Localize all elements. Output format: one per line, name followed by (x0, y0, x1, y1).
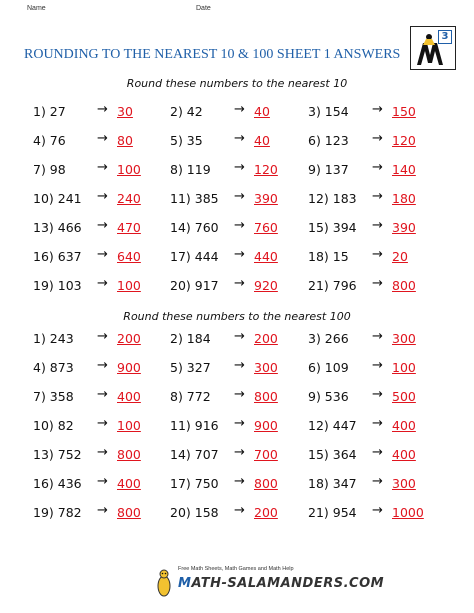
problem-question: 20) 158 (170, 505, 219, 520)
arrow-icon: → (97, 329, 108, 344)
problem-answer: 800 (117, 447, 141, 462)
problem-row (0, 442, 474, 471)
problem-question: 14) 707 (170, 447, 219, 462)
problem-question: 21) 954 (308, 505, 357, 520)
problem-question: 12) 447 (308, 418, 357, 433)
problem-answer: 440 (254, 249, 278, 264)
problem-answer: 800 (254, 476, 278, 491)
arrow-icon: → (97, 416, 108, 431)
problem-answer: 120 (254, 162, 278, 177)
problem-question: 16) 436 (33, 476, 82, 491)
problem-question: 15) 394 (308, 220, 357, 235)
problem-answer: 390 (392, 220, 416, 235)
problem-question: 17) 750 (170, 476, 219, 491)
footer-tagline: Free Math Sheets, Math Games and Math Help (178, 566, 294, 572)
problem-question: 8) 772 (170, 389, 211, 404)
problem-answer: 400 (392, 418, 416, 433)
problem-question: 1) 27 (33, 104, 66, 119)
arrow-icon: → (97, 160, 108, 175)
problem-question: 7) 98 (33, 162, 66, 177)
problem-answer: 640 (117, 249, 141, 264)
arrow-icon: → (234, 247, 245, 262)
problem-question: 13) 466 (33, 220, 82, 235)
problem-question: 12) 183 (308, 191, 357, 206)
problem-answer: 180 (392, 191, 416, 206)
problem-row (0, 500, 474, 529)
arrow-icon: → (372, 503, 383, 518)
problem-question: 2) 42 (170, 104, 203, 119)
problem-question: 1) 243 (33, 331, 74, 346)
arrow-icon: → (234, 160, 245, 175)
answers-grid-nearest-100 (0, 326, 474, 529)
problem-question: 9) 137 (308, 162, 349, 177)
arrow-icon: → (372, 276, 383, 291)
problem-answer: 100 (117, 162, 141, 177)
problem-question: 20) 917 (170, 278, 219, 293)
problem-question: 6) 123 (308, 133, 349, 148)
arrow-icon: → (372, 387, 383, 402)
problem-row (0, 273, 474, 302)
problem-question: 21) 796 (308, 278, 357, 293)
problem-answer: 150 (392, 104, 416, 119)
arrow-icon: → (234, 416, 245, 431)
arrow-icon: → (234, 131, 245, 146)
problem-question: 18) 347 (308, 476, 357, 491)
problem-answer: 40 (254, 133, 270, 148)
problem-question: 17) 444 (170, 249, 219, 264)
problem-answer: 240 (117, 191, 141, 206)
arrow-icon: → (97, 247, 108, 262)
problem-answer: 100 (392, 360, 416, 375)
logo (410, 26, 456, 70)
problem-row (0, 157, 474, 186)
arrow-icon: → (372, 160, 383, 175)
problem-answer: 300 (254, 360, 278, 375)
arrow-icon: → (234, 276, 245, 291)
arrow-icon: → (97, 276, 108, 291)
arrow-icon: → (372, 445, 383, 460)
problem-answer: 900 (117, 360, 141, 375)
arrow-icon: → (372, 474, 383, 489)
problem-question: 15) 364 (308, 447, 357, 462)
problem-answer: 200 (254, 331, 278, 346)
problem-answer: 800 (117, 505, 141, 520)
problem-answer: 920 (254, 278, 278, 293)
arrow-icon: → (372, 131, 383, 146)
problem-question: 5) 35 (170, 133, 203, 148)
problem-question: 3) 154 (308, 104, 349, 119)
arrow-icon: → (234, 387, 245, 402)
problem-answer: 400 (392, 447, 416, 462)
problem-row (0, 384, 474, 413)
arrow-icon: → (234, 503, 245, 518)
footer-brand (178, 576, 384, 591)
problem-row (0, 244, 474, 273)
problem-answer: 120 (392, 133, 416, 148)
problem-answer: 400 (117, 389, 141, 404)
problem-answer: 390 (254, 191, 278, 206)
problem-answer: 800 (392, 278, 416, 293)
arrow-icon: → (372, 102, 383, 117)
problem-question: 19) 103 (33, 278, 82, 293)
arrow-icon: → (234, 218, 245, 233)
arrow-icon: → (234, 329, 245, 344)
problem-question: 4) 873 (33, 360, 74, 375)
arrow-icon: → (372, 247, 383, 262)
problem-row (0, 128, 474, 157)
problem-answer: 400 (117, 476, 141, 491)
section-title-nearest-10: Round these numbers to the nearest 10 (126, 77, 348, 90)
section-title-nearest-100: Round these numbers to the nearest 100 (123, 310, 351, 323)
problem-answer: 1000 (392, 505, 424, 520)
arrow-icon: → (97, 474, 108, 489)
arrow-icon: → (372, 329, 383, 344)
problem-row (0, 413, 474, 442)
arrow-icon: → (234, 189, 245, 204)
arrow-icon: → (97, 358, 108, 373)
page-title: ROUNDING TO THE NEAREST 10 & 100 SHEET 1 ANSWERS (24, 47, 401, 62)
name-label: Name (27, 5, 46, 12)
problem-question: 11) 385 (170, 191, 219, 206)
problem-row (0, 471, 474, 500)
arrow-icon: → (97, 131, 108, 146)
problem-row (0, 326, 474, 355)
problem-row (0, 99, 474, 128)
problem-question: 18) 15 (308, 249, 349, 264)
problem-row (0, 355, 474, 384)
arrow-icon: → (372, 189, 383, 204)
arrow-icon: → (97, 102, 108, 117)
arrow-icon: → (97, 189, 108, 204)
problem-question: 2) 184 (170, 331, 211, 346)
problem-question: 5) 327 (170, 360, 211, 375)
arrow-icon: → (372, 416, 383, 431)
problem-question: 9) 536 (308, 389, 349, 404)
arrow-icon: → (234, 445, 245, 460)
problem-answer: 140 (392, 162, 416, 177)
problem-question: 4) 76 (33, 133, 66, 148)
arrow-icon: → (97, 503, 108, 518)
problem-answer: 100 (117, 418, 141, 433)
answers-grid-nearest-10 (0, 99, 474, 302)
problem-question: 13) 752 (33, 447, 82, 462)
problem-answer: 900 (254, 418, 278, 433)
arrow-icon: → (372, 218, 383, 233)
arrow-icon: → (97, 218, 108, 233)
problem-row (0, 215, 474, 244)
problem-answer: 500 (392, 389, 416, 404)
problem-answer: 700 (254, 447, 278, 462)
problem-question: 14) 760 (170, 220, 219, 235)
problem-answer: 800 (254, 389, 278, 404)
problem-question: 10) 82 (33, 418, 74, 433)
problem-question: 10) 241 (33, 191, 82, 206)
problem-answer: 80 (117, 133, 133, 148)
arrow-icon: → (97, 387, 108, 402)
problem-answer: 30 (117, 104, 133, 119)
arrow-icon: → (234, 102, 245, 117)
footer (150, 566, 385, 606)
problem-answer: 300 (392, 331, 416, 346)
problem-answer: 470 (117, 220, 141, 235)
problem-question: 8) 119 (170, 162, 211, 177)
problem-answer: 200 (117, 331, 141, 346)
problem-question: 19) 782 (33, 505, 82, 520)
footer-brand-main: ATH-SALAMANDERS.COM (191, 576, 385, 591)
problem-question: 6) 109 (308, 360, 349, 375)
problem-answer: 760 (254, 220, 278, 235)
grade-badge: 3 (438, 30, 452, 44)
problem-question: 3) 266 (308, 331, 349, 346)
salamander-mascot-icon (152, 568, 176, 600)
problem-answer: 200 (254, 505, 278, 520)
problem-question: 7) 358 (33, 389, 74, 404)
problem-question: 11) 916 (170, 418, 219, 433)
footer-brand-prefix: M (178, 576, 192, 591)
date-label: Date (196, 5, 211, 12)
arrow-icon: → (234, 474, 245, 489)
arrow-icon: → (97, 445, 108, 460)
problem-answer: 20 (392, 249, 408, 264)
problem-question: 16) 637 (33, 249, 82, 264)
arrow-icon: → (372, 358, 383, 373)
problem-answer: 40 (254, 104, 270, 119)
problem-answer: 300 (392, 476, 416, 491)
arrow-icon: → (234, 358, 245, 373)
problem-answer: 100 (117, 278, 141, 293)
problem-row (0, 186, 474, 215)
